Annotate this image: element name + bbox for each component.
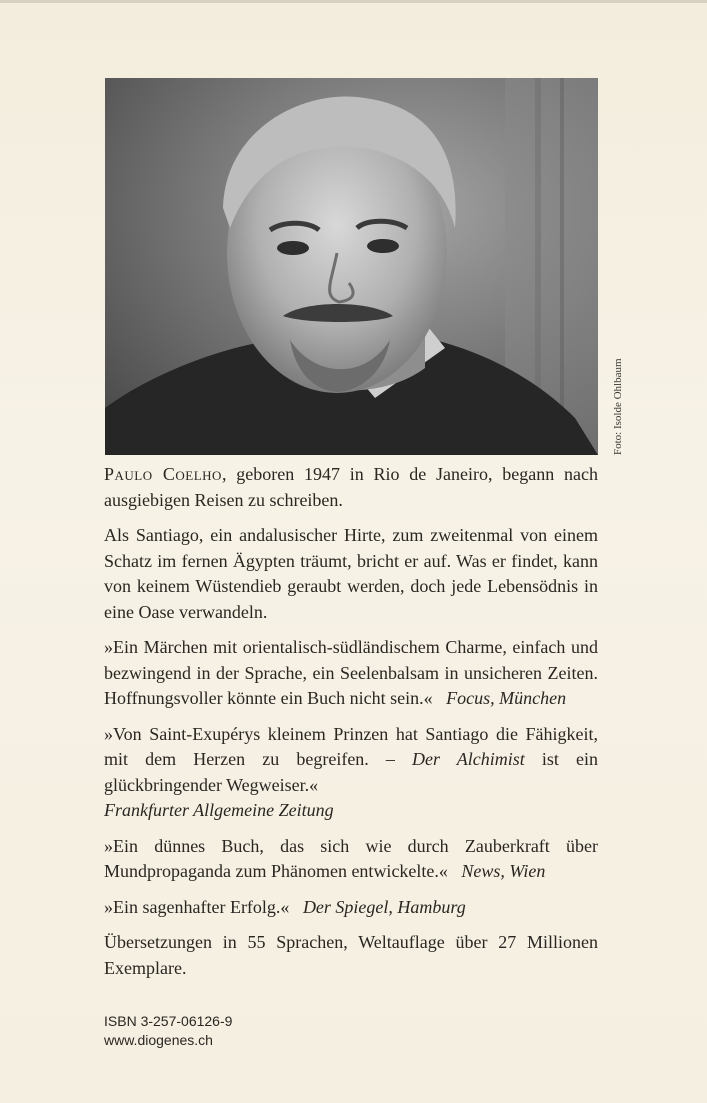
- author-bio-text: , geboren 1947 in Rio de Janeiro, begann nach ausgiebigen Reisen zu schreiben.: [104, 464, 599, 510]
- quote-news: [104, 834, 598, 885]
- blurb-text: [104, 462, 598, 991]
- quote-source: Focus, München: [446, 688, 567, 708]
- author-name: Paulo Coelho: [104, 464, 222, 484]
- author-bio: [104, 462, 598, 513]
- quote-source: Der Spiegel, Hamburg: [302, 896, 466, 917]
- publisher-website: www.diogenes.ch: [104, 1032, 213, 1048]
- translations-note: Übersetzungen in 55 Sprachen, Weltauflage über 27 Millionen Exemplare.: [104, 932, 598, 978]
- quote-text: »Ein Märchen mit orientalisch-südländischem Charme, einfach und bezwingend in der Sprache, ein Seelenbalsam in unsicheren Zeiten. Hoffnungsvoller könnte ein Buch nicht sein.«: [104, 637, 598, 708]
- quote-source: News, Wien: [461, 861, 546, 881]
- portrait-illustration: [105, 78, 598, 455]
- quote-text: »Ein sagenhafter Erfolg.«: [104, 896, 290, 917]
- quote-book-title: Der Alchimist: [412, 749, 525, 769]
- quote-text-continued: ist ein glückbringender Wegweiser.«: [104, 749, 598, 795]
- synopsis: Als Santiago, ein andalusischer Hirte, zum zweitenmal von einem Schatz im fernen Ägypten träumt, bricht er auf. Was er findet, kann von keinem Wüstendieb geraubt werden, doch jede Lebensödnis in eine Oase verwandeln.: [104, 525, 598, 622]
- quote-source: Frankfurter Allgemeine Zeitung: [104, 800, 334, 820]
- publisher-info: [104, 1012, 232, 1050]
- quote-text: »Ein dünnes Buch, das sich wie durch Zauberkraft über Mundpropaganda zum Phänomen entwickelte.«: [104, 835, 598, 881]
- photo-credit-text: Foto: Isolde Ohlbaum: [612, 358, 624, 455]
- quote-focus: [104, 635, 598, 712]
- quote-spiegel: [104, 895, 598, 921]
- author-portrait-photo: [105, 78, 598, 455]
- quote-text: »Von Saint-Exupérys kleinem Prinzen hat Santiago die Fähigkeit, mit dem Herzen zu begreifen. –: [104, 723, 598, 769]
- photo-credit: [598, 330, 628, 460]
- isbn-number: ISBN 3-257-06126-9: [104, 1013, 233, 1029]
- cover-top-edge: [0, 0, 707, 3]
- quote-faz: [104, 722, 598, 824]
